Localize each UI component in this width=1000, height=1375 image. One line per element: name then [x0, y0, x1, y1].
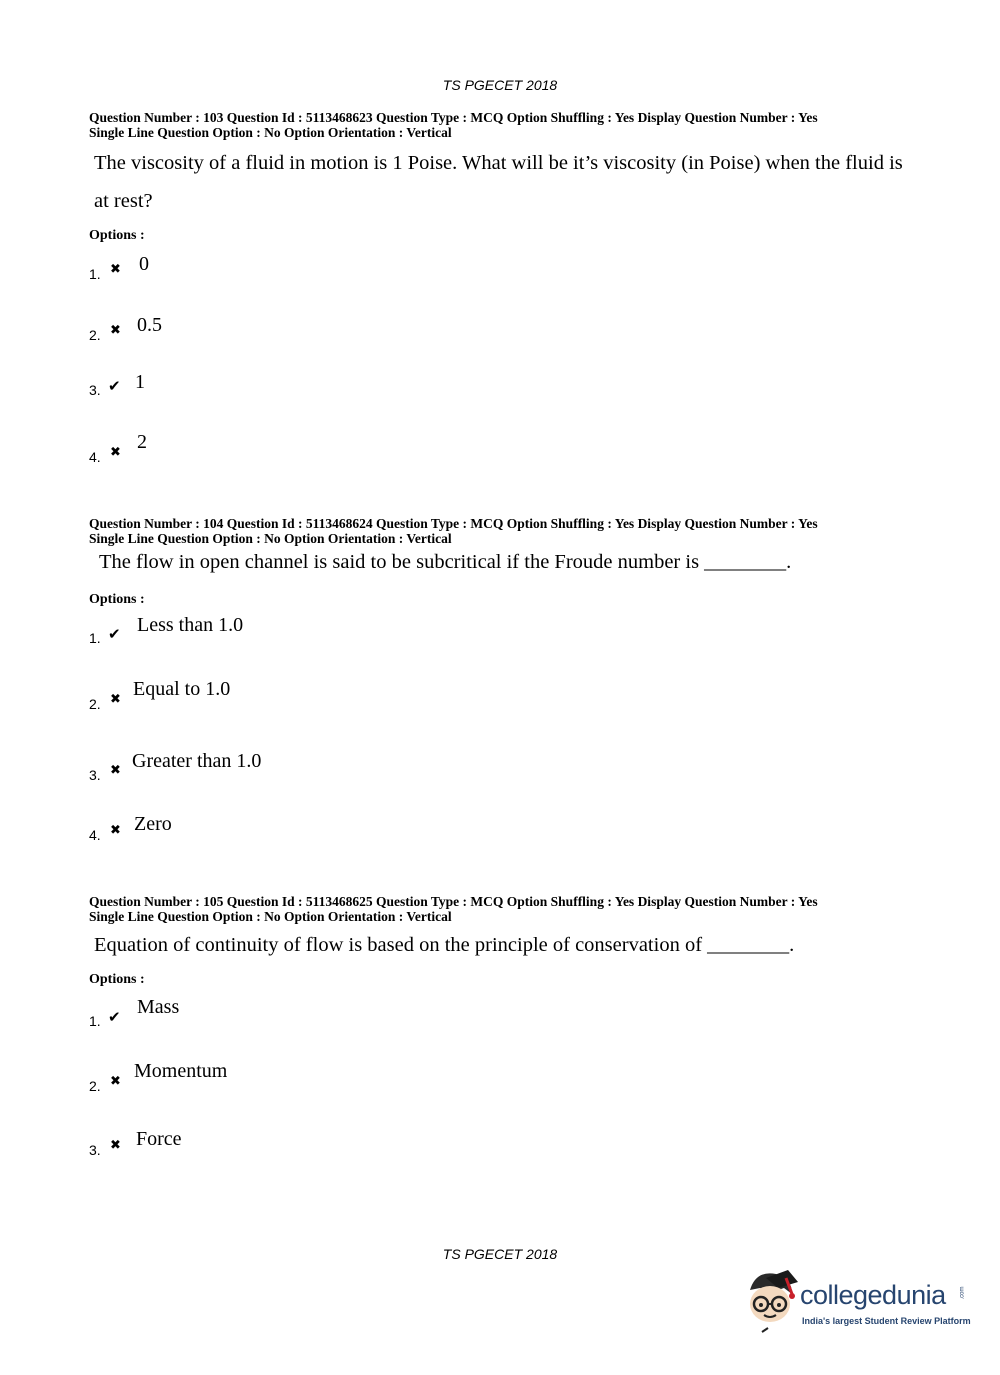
- cross-icon: ✖: [110, 1138, 121, 1153]
- question-meta: [89, 516, 919, 546]
- option-text: 1: [135, 371, 145, 393]
- cross-icon: ✖: [110, 823, 121, 838]
- option-text: Mass: [137, 996, 180, 1018]
- logo-wordmark: collegedunia: [800, 1280, 946, 1310]
- option-number: 1.: [89, 266, 101, 282]
- cross-icon: ✖: [110, 262, 121, 277]
- options-label: Options :: [89, 592, 145, 607]
- question-meta: [89, 110, 919, 140]
- option-number: 2.: [89, 1078, 101, 1094]
- option-number: 1.: [89, 1013, 101, 1029]
- question-text: The flow in open channel is said to be subcritical if the Froude number is ________.: [99, 551, 792, 573]
- option-text: Zero: [134, 813, 172, 835]
- question-meta-line-1: Question Number : 105 Question Id : 5113468625 Question Type : MCQ Option Shuffling : Yes Display Question Number : Yes: [89, 894, 818, 909]
- question-meta-line-2: Single Line Question Option : No Option Orientation : Vertical: [89, 531, 452, 546]
- option-text: Equal to 1.0: [133, 678, 231, 700]
- cross-icon: ✖: [110, 1074, 121, 1089]
- question-meta-line-1: Question Number : 103 Question Id : 5113468623 Question Type : MCQ Option Shuffling : Yes Display Question Number : Yes: [89, 110, 818, 125]
- option-number: 1.: [89, 630, 101, 646]
- page-footer: TS PGECET 2018: [442, 1246, 558, 1262]
- question-meta-line-2: Single Line Question Option : No Option Orientation : Vertical: [89, 909, 452, 924]
- option-text: Momentum: [134, 1060, 228, 1082]
- options-label: Options :: [89, 972, 145, 987]
- options-label: Options :: [89, 228, 145, 243]
- logo-domain-suffix: .com: [959, 1286, 966, 1300]
- collegedunia-logo: [742, 1268, 972, 1340]
- option-text: Greater than 1.0: [132, 750, 262, 772]
- question-meta: [89, 894, 919, 924]
- option-number: 3.: [89, 1142, 101, 1158]
- option-number: 2.: [89, 327, 101, 343]
- option-number: 4.: [89, 827, 101, 843]
- question-meta-line-2: Single Line Question Option : No Option Orientation : Vertical: [89, 125, 452, 140]
- option-text: 0.5: [137, 314, 162, 336]
- option-number: 3.: [89, 767, 101, 783]
- option-text: 2: [137, 431, 147, 453]
- cross-icon: ✖: [110, 692, 121, 707]
- question-meta-line-1: Question Number : 104 Question Id : 5113468624 Question Type : MCQ Option Shuffling : Yes Display Question Number : Yes: [89, 516, 818, 531]
- cross-icon: ✖: [110, 323, 121, 338]
- checkmark-icon: ✔: [108, 1008, 121, 1026]
- logo-tagline: India's largest Student Review Platform: [802, 1316, 971, 1326]
- cross-icon: ✖: [110, 763, 121, 778]
- question-text: The viscosity of a fluid in motion is 1 Poise. What will be it’s viscosity (in Poise) when the fluid is at rest?: [94, 152, 903, 212]
- cross-icon: ✖: [110, 445, 121, 460]
- option-text: Force: [136, 1128, 182, 1150]
- option-number: 4.: [89, 449, 101, 465]
- option-text: Less than 1.0: [137, 614, 244, 636]
- option-number: 2.: [89, 696, 101, 712]
- page-header: TS PGECET 2018: [442, 77, 558, 93]
- checkmark-icon: ✔: [108, 377, 121, 395]
- question-text: Equation of continuity of flow is based on the principle of conservation of ________.: [94, 934, 795, 956]
- checkmark-icon: ✔: [108, 625, 121, 643]
- mascot-icon: [742, 1268, 800, 1338]
- option-text: 0: [139, 253, 149, 275]
- option-number: 3.: [89, 382, 101, 398]
